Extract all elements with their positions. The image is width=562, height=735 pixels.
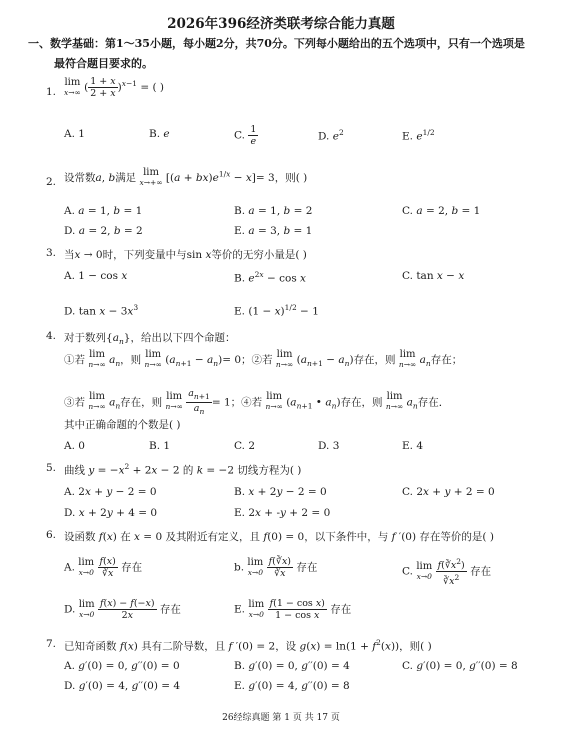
q2-stem: 设常数a, b满足 lim x→+∞ $[(a + bx)e^{1/x} - x]= 3$，则( ) xyxy=(64,167,308,187)
q2-option-b[interactable]: B. a = 1, b = 2 xyxy=(234,205,313,217)
q4-option-d[interactable]: D. 3 xyxy=(318,440,340,452)
q2-number: 2. xyxy=(46,176,57,188)
q5-number: 5. xyxy=(46,462,57,474)
q4-option-b[interactable]: B. 1 xyxy=(149,440,171,452)
q1-option-b[interactable]: B. e xyxy=(149,128,170,140)
q5-option-c[interactable]: C. 2x + y + 2 = 0 xyxy=(402,486,495,498)
q4-stem: 对于数列$\{a_n\}$，给出以下四个命题： xyxy=(64,332,236,347)
q4-option-c[interactable]: C. 2 xyxy=(234,440,256,452)
q2-option-e[interactable]: E. a = 3, b = 1 xyxy=(234,225,313,237)
q4-option-e[interactable]: E. 4 xyxy=(402,440,424,452)
q3-stem: 当x → 0时，下列变量中与sin x等价的无穷小量是( ) xyxy=(64,249,307,261)
q4-number: 4. xyxy=(46,330,57,342)
q4-option-a[interactable]: A. 0 xyxy=(64,440,85,452)
page-title: 2026年396经济类联考综合能力真题 xyxy=(167,16,395,32)
q7-option-d[interactable]: D. g′(0) = 4, g′′(0) = 4 xyxy=(64,680,181,692)
q2-option-d[interactable]: D. a = 2, b = 2 xyxy=(64,225,143,237)
q5-option-a[interactable]: A. 2x + y − 2 = 0 xyxy=(64,486,157,498)
q6-option-b[interactable]: b. lim x→0 $\frac{f(∛x)}{∛x}$ 存在 xyxy=(234,556,318,579)
q3-option-d[interactable]: D. $\tan x - 3x^3$ xyxy=(64,303,139,318)
q3-option-a[interactable]: A. 1 − cos x xyxy=(64,270,128,282)
q2-option-c[interactable]: C. a = 2, b = 1 xyxy=(402,205,481,217)
section-line-2: 最符合题目要求的。 xyxy=(54,57,153,70)
section-instructions xyxy=(28,34,538,74)
q3-option-b[interactable]: B. $e^{2x} - \cos x$ xyxy=(234,270,306,285)
q6-number: 6. xyxy=(46,529,57,541)
q5-option-b[interactable]: B. x + 2y − 2 = 0 xyxy=(234,486,327,498)
q4-propositions-2: ③若 lim n→∞ $a_n$存在，则 lim n→∞ $\frac{a_{n+1}}{a_n}$ = 1；④若 lim n→∞ ($a_{n+1}$ • $a_n$)存在，则 lim n→∞ $a_n$存在． xyxy=(64,388,450,416)
q1-option-a[interactable]: A. 1 xyxy=(64,128,85,140)
q3-option-e[interactable]: E. $(1 - x)^{1/2} - 1$ xyxy=(234,303,319,318)
q1-number: 1. xyxy=(46,86,57,98)
q7-option-c[interactable]: C. g′(0) = 0, g′′(0) = 8 xyxy=(402,660,518,672)
q1-stem: lim x→∞ ( $\frac{1 + x}{2 + x}$ )$^{x-1}$ = ( ) xyxy=(64,76,165,99)
q1-option-d[interactable]: D. $e^2$ xyxy=(318,128,344,143)
page-footer: 26经综真题 第 1 页 共 17 页 xyxy=(222,713,340,723)
q6-option-c[interactable]: C. lim x→0 $\frac{f(∛x^2)}{∛x^2}$ 存在 xyxy=(402,557,492,588)
q7-number: 7. xyxy=(46,638,57,650)
q5-option-d[interactable]: D. x + 2y + 4 = 0 xyxy=(64,507,158,519)
q3-option-c[interactable]: C. tan x − x xyxy=(402,270,465,282)
q1-limit: lim x→∞ xyxy=(64,76,81,97)
q3-number: 3. xyxy=(46,247,57,259)
q6-stem: 设函数 f(x) 在 x = 0 及其附近有定义，且 f(0) = 0，以下条件中，与 f ′(0) 存在等价的是( ) xyxy=(64,531,494,543)
q2-option-a[interactable]: A. a = 1, b = 1 xyxy=(64,205,143,217)
q5-option-e[interactable]: E. 2x + -y + 2 = 0 xyxy=(234,507,331,519)
q4-propositions-1: ①若 lim n→∞ $a_n$，则 lim n→∞ $(a_{n+1} - a_n)= 0$；②若 lim n→∞ $(a_{n+1} - a_n)$存在，则 lim n→∞ $a_n$存在； xyxy=(64,349,463,369)
q6-option-d[interactable]: D. lim x→0 $\frac{f(x) - f(-x)}{2x}$ 存在 xyxy=(64,598,181,621)
q1-option-e[interactable]: E. $e^{1/2}$ xyxy=(402,128,435,143)
q7-stem: 已知奇函数 f(x) 具有二阶导数，且 f ′(0) = 2，设 $g(x) = \ln(1 + f^2(x))$，则( ) xyxy=(64,638,432,653)
q5-stem: 曲线 $y = -x^2 + 2x - 2$ 的 k = −2 切线方程为( ) xyxy=(64,462,302,477)
q6-option-e[interactable]: E. lim x→0 $\frac{\text{f(1 − cos x)}}{\text{1 − cos x}}$ 存在 xyxy=(234,598,352,621)
q7-option-b[interactable]: B. g′(0) = 0, g′′(0) = 4 xyxy=(234,660,350,672)
q7-option-a[interactable]: A. g′(0) = 0, g′′(0) = 0 xyxy=(64,660,180,672)
q4-ask: 其中正确命题的个数是( ) xyxy=(64,419,181,431)
q7-option-e[interactable]: E. g′(0) = 4, g′′(0) = 8 xyxy=(234,680,350,692)
q1-fraction: $\frac{1 + x}{2 + x}$ xyxy=(90,76,116,99)
q1-option-c[interactable]: C. $\frac{1}{e}$ xyxy=(234,124,257,147)
section-line-1: 一、数学基础：第1～35小题，每小题2分，共70分。下列每小题给出的五个选项中，只有一个选项是 xyxy=(28,37,525,50)
q6-option-a[interactable]: A. lim x→0 $\frac{f(x)}{∛x}$ 存在 xyxy=(64,556,143,579)
